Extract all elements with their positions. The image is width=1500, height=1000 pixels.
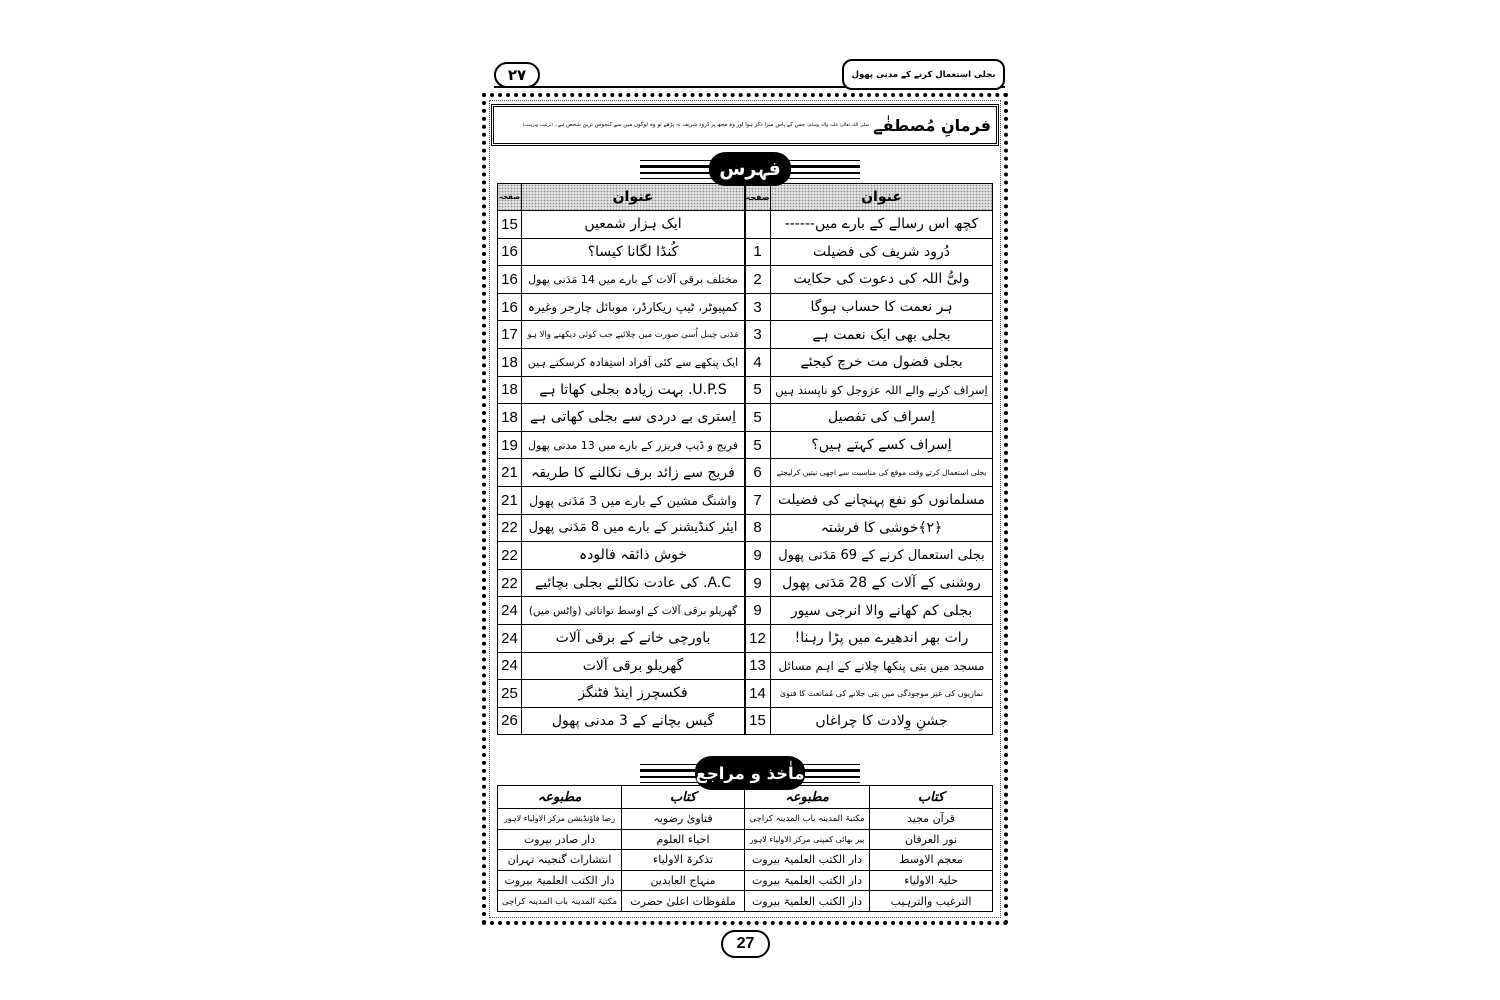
toc-entry-page-text: 8 bbox=[753, 519, 762, 537]
toc-entry-page bbox=[745, 680, 770, 707]
toc-entry-title-text: باورچی خانے کے برقی آلات bbox=[555, 630, 711, 647]
toc-entry-page bbox=[498, 404, 521, 431]
ref-header-book-text: کتاب bbox=[917, 789, 945, 805]
ref-publisher bbox=[745, 850, 869, 870]
toc-entry-title-text: دُرود شریف کی فضیلت bbox=[813, 243, 950, 260]
toc-entry-page-text: 24 bbox=[501, 629, 518, 647]
toc-entry-page bbox=[745, 321, 770, 348]
toc-entry-title bbox=[771, 377, 992, 404]
toc-entry-page bbox=[498, 349, 521, 376]
toc-entry-page-text: 18 bbox=[501, 353, 518, 371]
ref-publisher-text: دار الکتب العلمیۃ بیروت bbox=[504, 874, 615, 888]
toc-entry-page-text: 9 bbox=[753, 602, 762, 620]
toc-entry-page-text: 14 bbox=[749, 684, 766, 702]
toc-entry-page bbox=[745, 570, 770, 597]
toc-entry-page-text: 6 bbox=[753, 464, 762, 482]
toc-entry-page-text: 17 bbox=[501, 326, 518, 344]
ref-publisher-text: مکتبۃ المدینہ باب المدینہ کراچی bbox=[749, 814, 865, 825]
toc-entry-title-text: فکسچرز اینڈ فٹنگز bbox=[578, 685, 688, 702]
toc-entry-title bbox=[771, 459, 992, 486]
toc-entry-title bbox=[771, 266, 992, 293]
toc-entry-title-text: ایئر کنڈیشنر کے بارے میں 8 مَدَنی پھول bbox=[528, 520, 738, 536]
toc-entry-title-text: ہر نعمت کا حساب ہوگا bbox=[810, 299, 953, 316]
ref-book bbox=[622, 809, 744, 829]
page-number-bottom-text: 27 bbox=[736, 935, 755, 952]
ref-header-book-text: کتاب bbox=[669, 789, 697, 805]
ref-publisher-text: انتشارات گنجینہ تہران bbox=[507, 853, 612, 867]
index-table bbox=[497, 183, 993, 735]
toc-entry-title-text: ایک ہزار شمعیں bbox=[584, 216, 682, 233]
toc-entry-page-text: 13 bbox=[749, 657, 766, 675]
toc-entry-page-text: 5 bbox=[753, 381, 762, 399]
toc-entry-title-text: اِستری بے دردی سے بجلی کھاتی ہے bbox=[529, 409, 737, 426]
ref-book bbox=[870, 850, 992, 870]
toc-entry-page bbox=[745, 266, 770, 293]
toc-entry-title-text: گیس بچانے کے 3 مدنی پھول bbox=[551, 712, 715, 729]
ref-book-text: الترغیب والترہیب bbox=[890, 894, 972, 908]
toc-entry-page-text: 5 bbox=[753, 408, 762, 426]
toc-entry-title bbox=[522, 349, 744, 376]
toc-entry-title bbox=[522, 459, 744, 486]
ref-publisher bbox=[745, 891, 869, 911]
toc-entry-page-text: 9 bbox=[753, 546, 762, 564]
toc-entry-page-text: 22 bbox=[501, 546, 518, 564]
toc-entry-title-text: نمازیوں کی غیر موجودگی میں بتی جلانے کی مُمانعت کا فتویٰ bbox=[779, 688, 984, 698]
hadith-salutation: صلی اللہ تعالیٰ علیہ واٰلہ وسلم: bbox=[806, 123, 870, 128]
toc-entry-page-text: 25 bbox=[501, 684, 518, 702]
toc-entry-page bbox=[745, 542, 770, 569]
toc-entry-page-text: 5 bbox=[753, 436, 762, 454]
toc-entry-title bbox=[522, 487, 744, 514]
ref-book-text: قرآن مجید bbox=[906, 812, 956, 826]
toc-entry-title bbox=[771, 542, 992, 569]
toc-entry-title-text: خوش ذائقہ فالودہ bbox=[578, 547, 688, 564]
toc-entry-page-text: 1 bbox=[753, 243, 762, 261]
ref-publisher bbox=[498, 891, 621, 911]
toc-header-page-text: صفحہ bbox=[499, 193, 520, 201]
hadith-line bbox=[522, 122, 869, 128]
toc-entry-title bbox=[771, 680, 992, 707]
running-title-text: بجلی استعمال کرنے کے مدنی پھول bbox=[851, 70, 996, 80]
toc-entry-title bbox=[771, 239, 992, 266]
toc-entry-page bbox=[498, 294, 521, 321]
hadith-title: فرمانِ مُصطفٰے bbox=[873, 115, 991, 135]
ref-book-text: تذکرۃ الاولیاء bbox=[653, 853, 713, 867]
ref-publisher bbox=[498, 871, 621, 891]
toc-entry-title bbox=[522, 432, 744, 459]
toc-entry-page bbox=[498, 680, 521, 707]
index-banner bbox=[640, 152, 860, 186]
toc-entry-page bbox=[498, 266, 521, 293]
toc-entry-title bbox=[771, 349, 992, 376]
ref-book-text: منہاج العابدین bbox=[650, 874, 716, 888]
toc-entry-title bbox=[771, 515, 992, 542]
toc-entry-title bbox=[771, 321, 992, 348]
toc-entry-page-text: 24 bbox=[501, 657, 518, 675]
toc-header-title bbox=[522, 184, 744, 210]
ref-publisher-text: رضا فاؤنڈیشن مرکز الاولیاء لاہور bbox=[503, 814, 616, 824]
toc-entry-page-text: 16 bbox=[501, 298, 518, 316]
toc-entry-title-text: کُنڈا لگانا کیسا؟ bbox=[587, 243, 679, 260]
ref-publisher bbox=[745, 830, 869, 850]
toc-entry-title-text: فریج سے زائد برف نکالنے کا طریقہ bbox=[531, 464, 735, 481]
running-title bbox=[842, 59, 1005, 90]
toc-entry-title-text: مسلمانوں کو نفع پہنچانے کی فضیلت bbox=[778, 492, 985, 509]
toc-entry-title bbox=[522, 597, 744, 624]
ref-book bbox=[622, 850, 744, 870]
ref-book bbox=[870, 830, 992, 850]
toc-entry-page-text: 9 bbox=[753, 574, 762, 592]
toc-entry-page-text: 16 bbox=[501, 243, 518, 261]
toc-entry-page bbox=[498, 239, 521, 266]
ref-book bbox=[870, 871, 992, 891]
ref-book bbox=[870, 891, 992, 911]
toc-entry-page bbox=[745, 487, 770, 514]
toc-entry-title bbox=[771, 487, 992, 514]
toc-entry-title bbox=[522, 680, 744, 707]
toc-entry-page-text: 26 bbox=[501, 712, 518, 730]
toc-entry-page bbox=[498, 377, 521, 404]
toc-entry-title bbox=[522, 294, 744, 321]
ref-header-publisher-text: مطبوعہ bbox=[537, 789, 582, 805]
toc-entry-title-text: بجلی بھی ایک نعمت ہے bbox=[812, 326, 951, 343]
hadith-body bbox=[499, 122, 869, 128]
toc-entry-title-text: بجلی فضول مت خرچ کیجئے bbox=[800, 354, 963, 371]
toc-header-title bbox=[771, 184, 992, 210]
toc-entry-title bbox=[522, 653, 744, 680]
toc-entry-page-text: 19 bbox=[501, 436, 518, 454]
hadith-box bbox=[491, 104, 999, 146]
toc-entry-title bbox=[522, 542, 744, 569]
toc-entry-title bbox=[522, 625, 744, 652]
toc-entry-title bbox=[522, 266, 744, 293]
toc-entry-title bbox=[522, 211, 744, 238]
toc-entry-title-text: بجلی استعمال کرتے وقت موقع کی مناسبت سے اچھی نیتیں کرلیجئے bbox=[776, 468, 987, 478]
toc-entry-title bbox=[771, 294, 992, 321]
ref-book-text: فتاویٰ رضویہ bbox=[653, 812, 713, 826]
toc-entry-page bbox=[745, 515, 770, 542]
toc-entry-page bbox=[745, 377, 770, 404]
toc-entry-page-text: 12 bbox=[749, 629, 766, 647]
toc-entry-page bbox=[745, 349, 770, 376]
toc-entry-page bbox=[498, 321, 521, 348]
toc-entry-title bbox=[771, 432, 992, 459]
ref-book-text: ملفوظات اعلیٰ حضرت bbox=[630, 894, 736, 908]
toc-entry-page bbox=[498, 432, 521, 459]
toc-entry-page bbox=[498, 459, 521, 486]
toc-entry-page-text: 22 bbox=[501, 574, 518, 592]
toc-entry-title bbox=[771, 597, 992, 624]
toc-entry-page bbox=[745, 625, 770, 652]
ref-header-publisher bbox=[498, 786, 621, 808]
ref-book-text: احیاء العلوم bbox=[656, 832, 710, 846]
toc-entry-title bbox=[522, 515, 744, 542]
toc-entry-title-text: مسجد میں بتی پنکھا چلانے کے اہم مسائل bbox=[778, 658, 985, 673]
toc-entry-title bbox=[522, 404, 744, 431]
toc-entry-title-text: کمپیوٹر، ٹیپ ریکارڈر، موبائل چارجر وغیرہ bbox=[527, 300, 739, 315]
toc-entry-page bbox=[745, 459, 770, 486]
toc-entry-page-text: 7 bbox=[753, 491, 762, 509]
toc-entry-title-text: مَدَنی چینل اُسی صورت میں چلائیے جب کوئی دیکھنے والا ہو bbox=[527, 330, 739, 341]
toc-entry-page-text: 21 bbox=[501, 491, 518, 509]
toc-entry-page-text: 4 bbox=[753, 353, 762, 371]
toc-entry-page bbox=[745, 653, 770, 680]
ref-book bbox=[622, 891, 744, 911]
toc-entry-title bbox=[771, 625, 992, 652]
ref-book bbox=[622, 871, 744, 891]
toc-entry-page bbox=[745, 432, 770, 459]
index-banner-label bbox=[709, 152, 791, 186]
toc-entry-title bbox=[771, 404, 992, 431]
toc-entry-title bbox=[522, 708, 744, 735]
ref-header-book bbox=[870, 786, 992, 808]
toc-entry-title-text: گھریلو برقی آلات bbox=[582, 657, 684, 674]
toc-entry-title bbox=[522, 570, 744, 597]
toc-header-page bbox=[498, 184, 521, 210]
toc-entry-page-text: 18 bbox=[501, 381, 518, 399]
toc-entry-title bbox=[771, 653, 992, 680]
toc-entry-title-text: کچھ اس رسالے کے بارے میں------ bbox=[784, 216, 979, 233]
toc-entry-page bbox=[498, 542, 521, 569]
toc-entry-page bbox=[745, 239, 770, 266]
toc-entry-title-text: A.C. کی عادت نکالئے بجلی بچائیے bbox=[535, 575, 731, 592]
toc-header-page-text: صفحہ bbox=[745, 192, 770, 202]
toc-entry-page bbox=[745, 708, 770, 735]
ref-publisher-text: دار الکتب العلمیۃ بیروت bbox=[752, 894, 862, 908]
toc-entry-title-text: اِسراف کی تفصیل bbox=[828, 409, 935, 426]
toc-entry-page-text: 3 bbox=[753, 326, 762, 344]
toc-entry-page-text: 16 bbox=[501, 270, 518, 288]
ref-book-text: نور العرفان bbox=[904, 832, 958, 846]
index-banner-text: فہرس bbox=[719, 158, 781, 180]
toc-entry-title bbox=[522, 377, 744, 404]
toc-entry-title-text: اِسراف کرنے والے اللہ عزوجل کو ناپسند ہیں bbox=[775, 382, 988, 397]
toc-entry-title bbox=[522, 239, 744, 266]
toc-entry-title-text: گھریلو برقی آلات کے اوسط توانائی (واٹس میں) bbox=[528, 604, 738, 617]
toc-entry-page bbox=[498, 487, 521, 514]
toc-entry-title-text: ﴿۲﴾خوشی کا فرشتہ bbox=[820, 519, 943, 536]
toc-entry-title-text: مختلف برقی آلات کے بارے میں 14 مَدَنی پھول bbox=[528, 272, 738, 286]
ref-book-text: معجم الاوسط bbox=[899, 853, 963, 867]
page-number-bottom bbox=[721, 930, 770, 958]
toc-entry-page-text: 21 bbox=[501, 464, 518, 482]
hadith-source: (ترغیب وترہیب) bbox=[522, 123, 553, 128]
toc-entry-page bbox=[498, 597, 521, 624]
toc-entry-page-text: 3 bbox=[753, 298, 762, 316]
ref-publisher-text: دار الکتب العلمیۃ بیروت bbox=[752, 853, 862, 867]
toc-entry-title-text: فریج و ڈیپ فریزر کے بارے میں 13 مدنی پھول bbox=[528, 438, 738, 452]
page-number-top bbox=[494, 62, 540, 88]
toc-header-title-text: عنوان bbox=[612, 189, 654, 205]
toc-entry-page-text: 24 bbox=[501, 602, 518, 620]
references-banner-text: ماٰخذ و مراجع bbox=[695, 763, 805, 783]
ref-book bbox=[622, 830, 744, 850]
toc-entry-title bbox=[522, 321, 744, 348]
toc-entry-title-text: اِسراف کسے کہتے ہیں؟ bbox=[811, 437, 952, 454]
toc-entry-title-text: U.P.S. بہت زیادہ بجلی کھاتا ہے bbox=[539, 381, 727, 398]
ref-header-publisher-text: مطبوعہ bbox=[785, 789, 829, 805]
toc-entry-page bbox=[745, 294, 770, 321]
toc-entry-title bbox=[771, 570, 992, 597]
hadith-text: جس کے پاس میرا ذکر ہوا اور وہ مجھ پر دُرود شریف نہ پڑھے تو وہ لوگوں میں سے کنجوس ترین شخص ہے۔ bbox=[554, 122, 805, 128]
page-number-top-text: ۲۷ bbox=[507, 66, 527, 84]
toc-entry-page-text: 15 bbox=[749, 712, 766, 730]
ref-publisher-text: پیر بھائی کمپنی مرکز الاولیاء لاہور bbox=[749, 834, 865, 844]
toc-entry-title-text: واشنگ مشین کے بارے میں 3 مَدَنی پھول bbox=[529, 492, 737, 508]
toc-entry-title bbox=[771, 708, 992, 735]
ref-publisher bbox=[745, 871, 869, 891]
toc-entry-page bbox=[498, 653, 521, 680]
ref-publisher bbox=[498, 809, 621, 829]
references-banner-label bbox=[695, 756, 805, 790]
toc-header-page bbox=[745, 184, 770, 210]
toc-entry-page-text: 22 bbox=[501, 519, 518, 537]
ref-publisher-text: دار الکتب العلمیۃ بیروت bbox=[752, 874, 862, 888]
toc-entry-page-text: 2 bbox=[753, 270, 762, 288]
toc-entry-title-text: ولیُّ اللہ کی دعوت کی حکایت bbox=[793, 271, 970, 288]
toc-entry-title-text: بجلی کم کھانے والا انرجی سیور bbox=[790, 602, 973, 619]
toc-entry-page bbox=[745, 597, 770, 624]
toc-entry-page bbox=[498, 515, 521, 542]
references-table bbox=[497, 785, 993, 912]
ref-book-text: حلیۃ الاولیاء bbox=[904, 874, 958, 888]
toc-entry-title-text: بجلی استعمال کرنے کے 69 مَدَنی پھول bbox=[778, 547, 985, 563]
toc-entry-page bbox=[498, 211, 521, 238]
toc-entry-page bbox=[745, 404, 770, 431]
toc-header-title-text: عنوان bbox=[861, 189, 902, 205]
toc-entry-page bbox=[745, 211, 770, 238]
ref-publisher-text: مکتبۃ المدینہ باب المدینہ کراچی bbox=[501, 896, 618, 907]
references-banner bbox=[640, 756, 860, 790]
toc-entry-page bbox=[498, 570, 521, 597]
toc-entry-title-text: ایک پنکھے سے کئی اَفراد استِفادہ کرسکتے ہیں bbox=[527, 355, 739, 369]
ref-publisher-text: دار صادر بیروت bbox=[523, 832, 596, 846]
toc-entry-page bbox=[498, 625, 521, 652]
ref-book bbox=[870, 809, 992, 829]
toc-entry-title-text: روشنی کے آلات کے 28 مَدَنی پھول bbox=[782, 575, 981, 592]
toc-entry-page bbox=[498, 708, 521, 735]
ref-publisher bbox=[498, 850, 621, 870]
toc-entry-page-text: 15 bbox=[501, 215, 518, 233]
ref-publisher bbox=[498, 830, 621, 850]
toc-entry-title bbox=[771, 211, 992, 238]
toc-entry-title-text: جشنِ وِلادت کا چراغاں bbox=[815, 712, 948, 729]
toc-entry-title-text: رات بھر اندھیرے میں پڑا رہنا! bbox=[794, 630, 969, 647]
ref-publisher bbox=[745, 809, 869, 829]
toc-entry-page-text: 18 bbox=[501, 408, 518, 426]
